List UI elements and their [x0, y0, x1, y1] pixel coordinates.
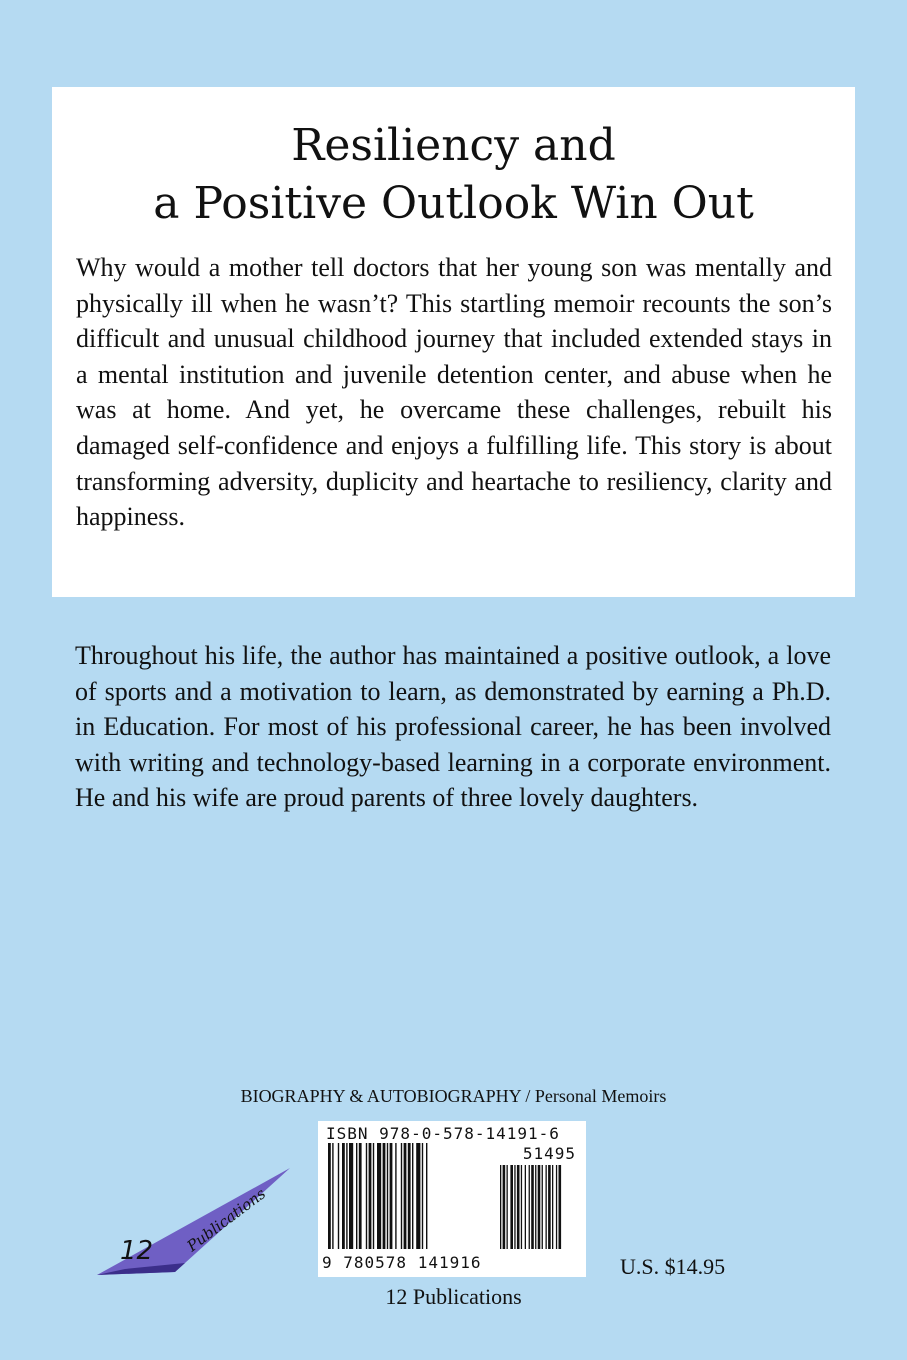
- publisher-name: 12 Publications: [385, 1284, 522, 1309]
- title-line-1: Resiliency and: [291, 120, 616, 171]
- barcode-price-code: 51495: [522, 1144, 576, 1163]
- book-title: [52, 117, 855, 233]
- title-line-2: a Positive Outlook Win Out: [153, 178, 754, 229]
- description-panel: [52, 87, 855, 597]
- book-category: BIOGRAPHY & AUTOBIOGRAPHY / Personal Memoirs: [240, 1086, 667, 1106]
- price: U.S. $14.95: [620, 1254, 726, 1279]
- logo-word: Publications: [183, 1184, 270, 1256]
- author-bio: Throughout his life, the author has maintained a positive outlook, a love of sports and a motivation to learn, as demonstrated by earning a Ph.D. in Education. For most of his professional career, he has been involved with writing and technology-based learning in a corporate environment. He and his wife are proud parents of three lovely daughters.: [75, 641, 831, 813]
- barcode-digits: 9 780578 141916: [322, 1253, 482, 1272]
- book-blurb: Why would a mother tell doctors that her young son was mentally and physically ill when he wasn’t? This startling memoir recounts the son’s difficult and unusual childhood journey that included extended stays in a mental institution and juvenile detention center, and abuse when he was at home. And yet, he overcame these challenges, rebuilt his damaged self-confidence and enjoys a fulfilling life. This story is about transforming adversity, duplicity and heartache to resiliency, clarity and happiness.: [76, 253, 832, 532]
- isbn-label: ISBN 978-0-578-14191-6: [326, 1124, 560, 1143]
- logo-number: 12: [120, 1236, 154, 1266]
- publisher-logo: [95, 1160, 295, 1280]
- isbn-barcode: [318, 1121, 586, 1277]
